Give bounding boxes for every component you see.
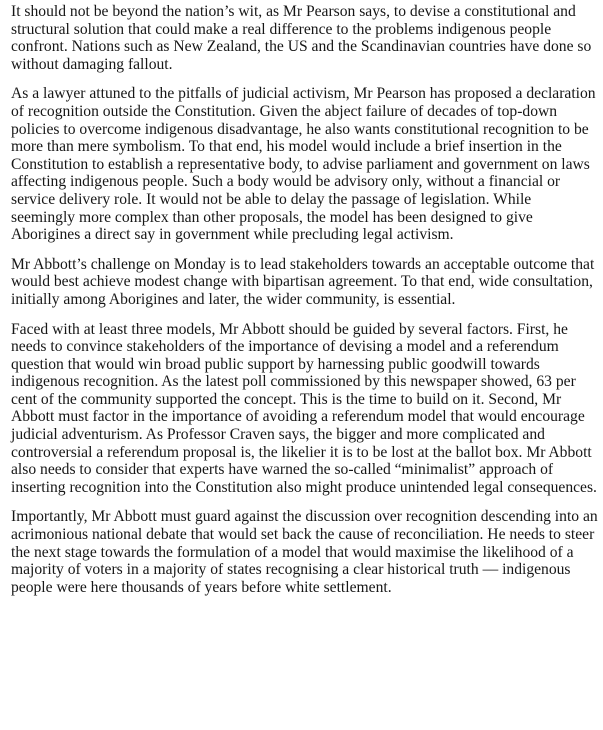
paragraph-guard-against-debate: Importantly, Mr Abbott must guard against the discussion over recognition descending into an acrimonious national debate that would set back the cause of reconciliation. He needs to steer the next stage towards the formulation of a model that would maximise the likelihood of a majority of voters in a majority of states recognising a clear historical truth — indigenous people were here thousands of years before white settlement. — [11, 508, 598, 596]
paragraph-abbott-challenge: Mr Abbott’s challenge on Monday is to lead stakeholders towards an acceptable outcome that would best achieve modest change with bipartisan agreement. To that end, wide consultation, initially among Aborigines and later, the wider community, is essential. — [11, 255, 595, 308]
article-body — [11, 3, 599, 608]
paragraph-declaration-of-recognition: As a lawyer attuned to the pitfalls of judicial activism, Mr Pearson has proposed a declaration of recognition outside the Constitution. Given the abject failure of decades of top-down policies to overcome indigenous disadvantage, he also wants constitutional recognition to be more than mere symbolism. To that end, his model would include a brief insertion in the Constitution to establish a representative body, to advise parliament and government on laws affecting indigenous people. Such a body would be advisory only, without a financial or service delivery role. It would not be able to delay the passage of legislation. While seemingly more complex than other proposals, the model has been designed to give Aborigines a direct say in government while precluding legal activism. — [11, 85, 596, 244]
paragraph-pearson-wit: It should not be beyond the nation’s wit, as Mr Pearson says, to devise a constitutional and structural solution that could make a real difference to the problems indigenous people confront. Nations such as New Zealand, the US and the Scandinavian countries have done so without damaging fallout. — [11, 3, 592, 73]
paragraph-three-models: Faced with at least three models, Mr Abbott should be guided by several factors. First, he needs to convince stakeholders of the importance of devising a model and a referendum question that would win broad public support by harnessing public goodwill towards indigenous recognition. As the latest poll commissioned by this newspaper showed, 63 per cent of the community supported the concept. This is the time to build on it. Second, Mr Abbott must factor in the importance of avoiding a referendum model that would encourage judicial adventurism. As Professor Craven says, the bigger and more complicated and controversial a referendum proposal is, the likelier it is to be lost at the ballot box. Mr Abbott also needs to consider that experts have warned the so-called “minimalist” approach of inserting recognition into the Constitution also might produce unintended legal consequences. — [11, 320, 597, 496]
